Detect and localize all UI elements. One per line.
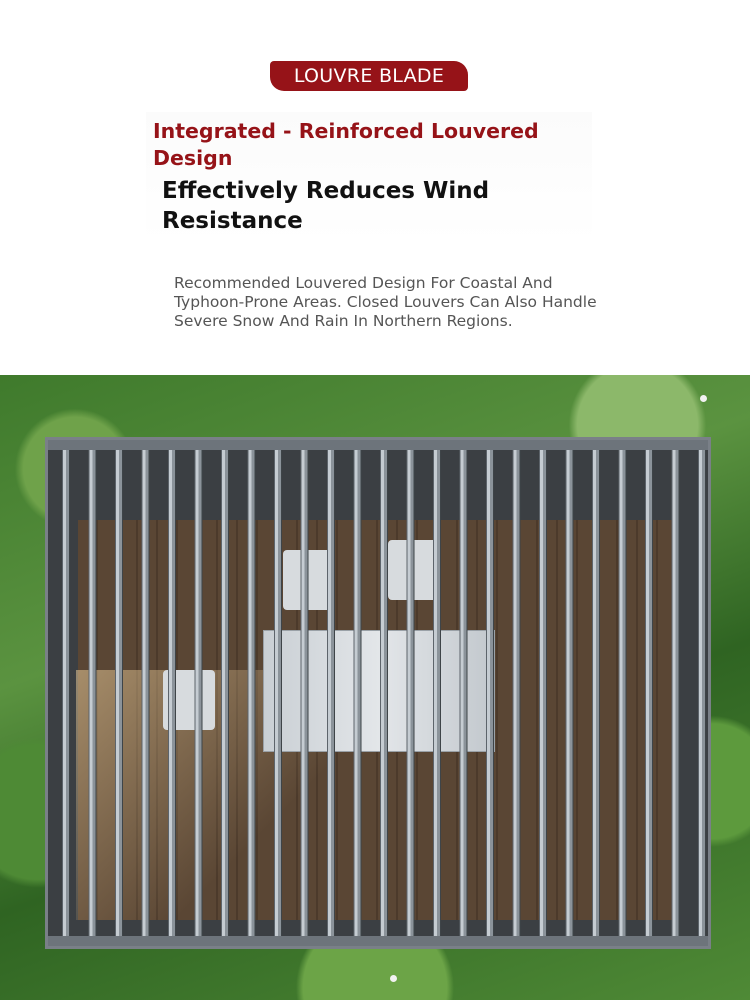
frame-rail: [48, 936, 708, 946]
louvre-slats: [48, 440, 708, 946]
pergola-aerial-photo: [0, 375, 750, 1000]
flower-decoration: [700, 395, 707, 402]
frame-rail: [48, 440, 708, 450]
pergola-frame: [45, 437, 711, 949]
feature-subheading: Effectively Reduces Wind Resistance: [162, 178, 490, 234]
header-section: [0, 0, 750, 375]
flower-decoration: [390, 975, 397, 982]
feature-description: Recommended Louvered Design For Coastal And Typhoon-Prone Areas. Closed Louvers Can Also Handle Severe Snow And Rain In Northern Regions.: [174, 274, 597, 330]
feature-heading: Integrated - Reinforced Louvered Design: [153, 119, 539, 170]
louvre-blade-badge: LOUVRE BLADE: [270, 61, 468, 91]
